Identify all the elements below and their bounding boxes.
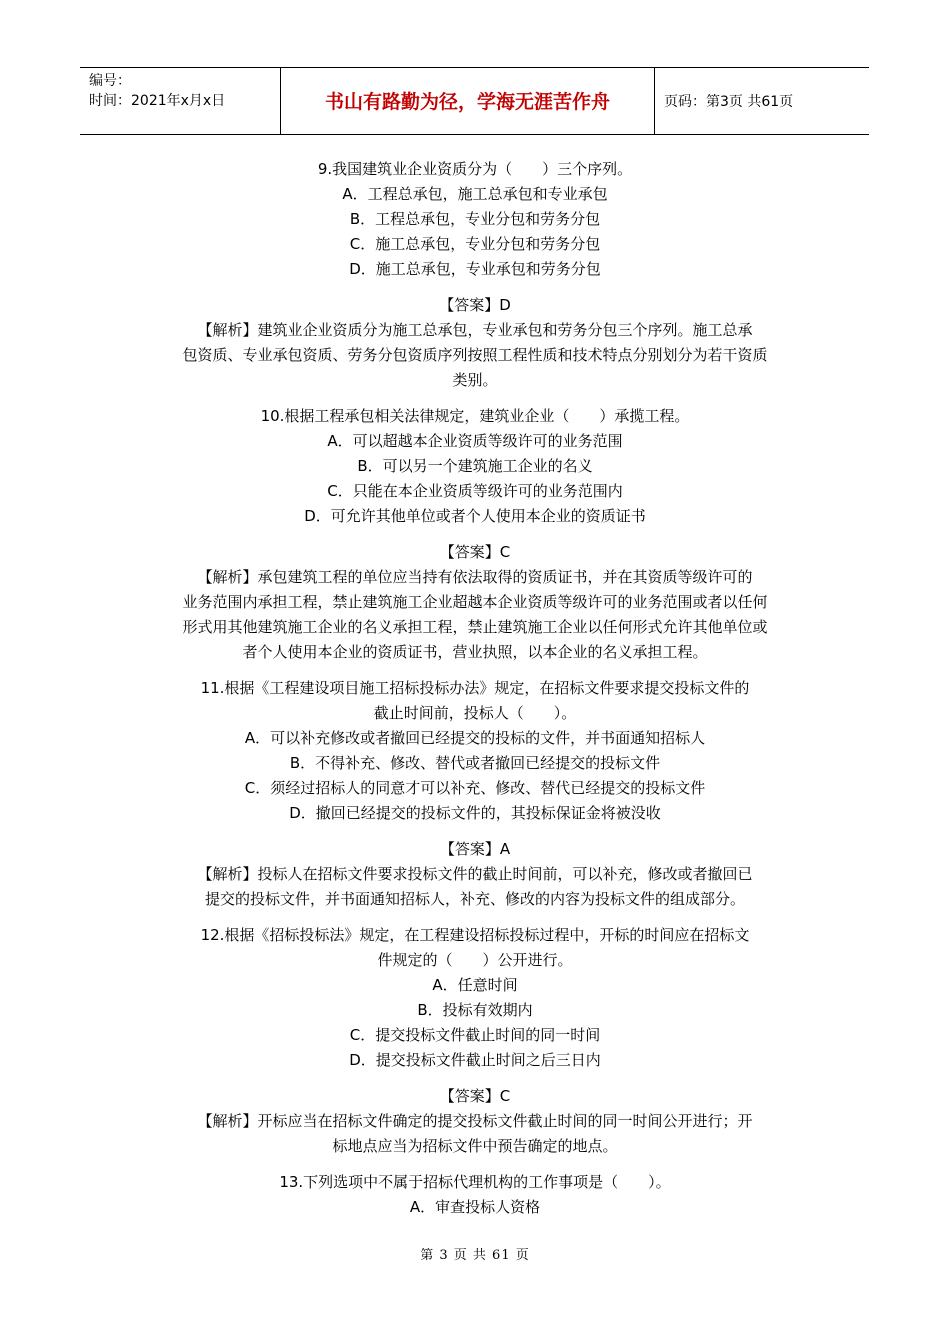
question-stem: 截止时间前，投标人（ ）。 <box>373 704 577 722</box>
question-stem: 13.下列选项中不属于招标代理机构的工作事项是（ ）。 <box>279 1173 671 1191</box>
question-stem: 11.根据《工程建设项目施工招标投标办法》规定，在招标文件要求提交投标文件的 <box>200 679 750 697</box>
document-time-label: 时间：2021年x月x日 <box>89 93 226 109</box>
analysis-line: 业务范围内承担工程，禁止建筑施工企业超越本企业资质等级许可的业务范围或者以任何 <box>182 593 768 611</box>
option-b: B．不得补充、修改、替代或者撤回已经提交的投标文件 <box>289 754 661 772</box>
answer: 【答案】C <box>439 543 511 561</box>
analysis-line: 标地点应当为招标文件中预告确定的地点。 <box>332 1137 618 1155</box>
option-b: B．工程总承包，专业分包和劳务分包 <box>349 210 601 228</box>
question-13 <box>140 1170 810 1220</box>
question-9 <box>140 157 810 393</box>
question-stem: 9.我国建筑业企业资质分为（ ）三个序列。 <box>317 160 633 178</box>
analysis-line: 【解析】投标人在招标文件要求投标文件的截止时间前，可以补充，修改或者撤回已 <box>197 865 753 883</box>
header-motto: 书山有路勤为径，学海无涯苦作舟 <box>281 68 655 134</box>
option-a: A．工程总承包，施工总承包和专业承包 <box>342 185 608 203</box>
question-10 <box>140 404 810 665</box>
page-header <box>80 67 869 135</box>
option-a: A．可以补充修改或者撤回已经提交的投标的文件，并书面通知招标人 <box>244 729 706 747</box>
analysis-line: 【解析】承包建筑工程的单位应当持有依法取得的资质证书，并在其资质等级许可的 <box>197 568 753 586</box>
document-code-label: 编号： <box>89 73 131 89</box>
analysis-line: 者个人使用本企业的资质证书，营业执照，以本企业的名义承担工程。 <box>242 643 708 661</box>
option-d: D．提交投标文件截止时间之后三日内 <box>349 1051 601 1069</box>
question-stem: 12.根据《招标投标法》规定，在工程建设招标投标过程中，开标的时间应在招标文 <box>200 926 750 944</box>
analysis-line: 【解析】开标应当在招标文件确定的提交投标文件截止时间的同一时间公开进行；开 <box>197 1112 753 1130</box>
option-b: B．可以另一个建筑施工企业的名义 <box>357 457 593 475</box>
analysis-line: 形式用其他建筑施工企业的名义承担工程，禁止建筑施工企业以任何形式允许其他单位或 <box>182 618 768 636</box>
option-a: A．审查投标人资格 <box>409 1198 541 1216</box>
answer: 【答案】C <box>439 1087 511 1105</box>
option-d: D．可允许其他单位或者个人使用本企业的资质证书 <box>304 507 646 525</box>
option-d: D．施工总承包，专业承包和劳务分包 <box>349 260 601 278</box>
analysis-line: 类别。 <box>452 371 498 389</box>
question-stem: 件规定的（ ）公开进行。 <box>377 951 573 969</box>
option-a: A．可以超越本企业资质等级许可的业务范围 <box>327 432 623 450</box>
question-11 <box>140 676 810 912</box>
option-b: B．投标有效期内 <box>417 1001 533 1019</box>
analysis-line: 提交的投标文件，并书面通知招标人，补充、修改的内容为投标文件的组成部分。 <box>204 890 745 908</box>
analysis-line: 包资质、专业承包资质、劳务分包资质序列按照工程性质和技术特点分别划分为若干资质 <box>182 346 768 364</box>
option-c: C．只能在本企业资质等级许可的业务范围内 <box>327 482 623 500</box>
document-body <box>140 157 810 1220</box>
answer: 【答案】D <box>439 296 511 314</box>
question-12 <box>140 923 810 1159</box>
question-stem: 10.根据工程承包相关法律规定，建筑业企业（ ）承揽工程。 <box>260 407 690 425</box>
answer: 【答案】A <box>439 840 511 858</box>
header-meta <box>80 68 281 134</box>
option-c: C．提交投标文件截止时间的同一时间 <box>349 1026 601 1044</box>
option-a: A．任意时间 <box>432 976 518 994</box>
page-footer: 第 3 页 共 61 页 <box>420 1248 530 1263</box>
analysis-line: 【解析】建筑业企业资质分为施工总承包，专业承包和劳务分包三个序列。施工总承 <box>197 321 753 339</box>
option-c: C．施工总承包，专业分包和劳务分包 <box>349 235 601 253</box>
option-c: C．须经过招标人的同意才可以补充、修改、替代已经提交的投标文件 <box>244 779 706 797</box>
option-d: D．撤回已经提交的投标文件的，其投标保证金将被没收 <box>289 804 661 822</box>
header-page-info: 页码：第3页 共61页 <box>664 94 794 110</box>
